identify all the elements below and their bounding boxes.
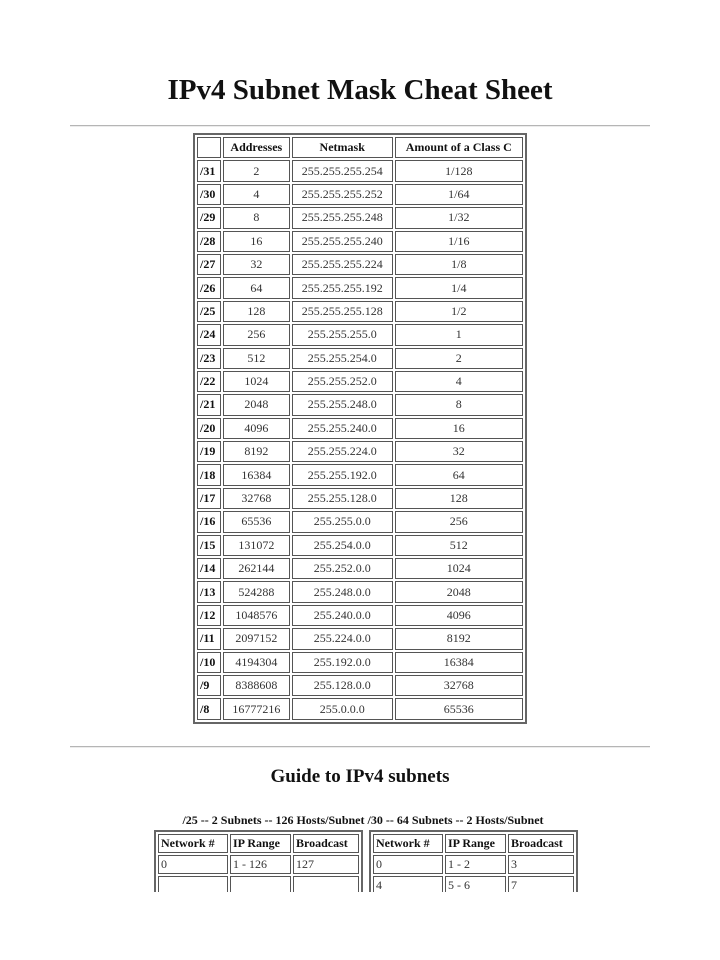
prefix-cell: /21	[197, 394, 221, 415]
addresses-cell: 262144	[223, 558, 290, 579]
addresses-cell: 2048	[223, 394, 290, 415]
class-c-fraction-cell: 32768	[395, 675, 523, 696]
prefix-cell: /30	[197, 184, 221, 205]
prefix-cell: /9	[197, 675, 221, 696]
prefix-cell: /18	[197, 464, 221, 485]
class-c-fraction-cell: 1/8	[395, 254, 523, 275]
table-row	[197, 511, 523, 532]
broadcast-cell: 3	[508, 855, 574, 874]
netmask-cell: 255.255.255.224	[292, 254, 393, 275]
class-c-fraction-cell: 4096	[395, 605, 523, 626]
netmask-cell: 255.255.255.254	[292, 160, 393, 181]
addresses-cell: 16384	[223, 464, 290, 485]
table-row	[197, 348, 523, 369]
right-guide-caption: /30 -- 64 Subnets -- 2 Hosts/Subnet	[367, 813, 544, 827]
table-row	[197, 418, 523, 439]
class-c-fraction-cell: 1/2	[395, 301, 523, 322]
table-row	[197, 231, 523, 252]
table-row	[197, 605, 523, 626]
prefix-cell: /8	[197, 698, 221, 719]
class-c-fraction-cell: 1024	[395, 558, 523, 579]
addresses-cell: 256	[223, 324, 290, 345]
class-c-fraction-cell: 1/32	[395, 207, 523, 228]
table-row	[197, 301, 523, 322]
class-c-fraction-cell: 256	[395, 511, 523, 532]
netmask-cell: 255.255.255.248	[292, 207, 393, 228]
addresses-cell: 2	[223, 160, 290, 181]
netmask-cell: 255.0.0.0	[292, 698, 393, 719]
left-guide-caption: /25 -- 2 Subnets -- 126 Hosts/Subnet	[182, 813, 365, 827]
middle-divider	[70, 746, 650, 748]
class-c-fraction-cell: 1/16	[395, 231, 523, 252]
header-ip-range: IP Range	[230, 834, 291, 853]
addresses-cell: 4	[223, 184, 290, 205]
class-c-fraction-cell: 2	[395, 348, 523, 369]
prefix-cell: /16	[197, 511, 221, 532]
header-netmask: Netmask	[292, 137, 393, 158]
header-addresses: Addresses	[223, 137, 290, 158]
subnet-guide-table-30	[369, 830, 578, 899]
netmask-cell: 255.128.0.0	[292, 675, 393, 696]
class-c-fraction-cell: 16	[395, 418, 523, 439]
network-cell: 0	[158, 855, 228, 874]
addresses-cell: 1024	[223, 371, 290, 392]
addresses-cell: 16777216	[223, 698, 290, 719]
table-row	[197, 160, 523, 181]
class-c-fraction-cell: 512	[395, 535, 523, 556]
addresses-cell: 4096	[223, 418, 290, 439]
prefix-cell: /19	[197, 441, 221, 462]
class-c-fraction-cell: 64	[395, 464, 523, 485]
prefix-cell: /11	[197, 628, 221, 649]
netmask-cell: 255.255.255.192	[292, 277, 393, 298]
prefix-cell: /28	[197, 231, 221, 252]
table-header-row	[158, 834, 359, 853]
prefix-cell: /27	[197, 254, 221, 275]
prefix-cell: /17	[197, 488, 221, 509]
prefix-cell: /26	[197, 277, 221, 298]
class-c-fraction-cell: 4	[395, 371, 523, 392]
addresses-cell: 32768	[223, 488, 290, 509]
broadcast-cell: 7	[508, 876, 574, 895]
addresses-cell: 8192	[223, 441, 290, 462]
netmask-cell: 255.248.0.0	[292, 581, 393, 602]
prefix-cell: /29	[197, 207, 221, 228]
netmask-cell: 255.255.252.0	[292, 371, 393, 392]
table-row	[197, 698, 523, 719]
table-row	[197, 184, 523, 205]
class-c-fraction-cell: 16384	[395, 652, 523, 673]
class-c-fraction-cell: 65536	[395, 698, 523, 719]
netmask-cell: 255.255.0.0	[292, 511, 393, 532]
broadcast-cell: 127	[293, 855, 359, 874]
addresses-cell: 16	[223, 231, 290, 252]
prefix-cell: /25	[197, 301, 221, 322]
netmask-cell: 255.254.0.0	[292, 535, 393, 556]
class-c-fraction-cell: 128	[395, 488, 523, 509]
netmask-cell: 255.255.255.252	[292, 184, 393, 205]
prefix-cell: /22	[197, 371, 221, 392]
class-c-fraction-cell: 1/4	[395, 277, 523, 298]
class-c-fraction-cell: 8	[395, 394, 523, 415]
addresses-cell: 64	[223, 277, 290, 298]
ip-range-cell: 1 - 2	[445, 855, 506, 874]
header-network: Network #	[373, 834, 443, 853]
table-row	[197, 675, 523, 696]
subnet-mask-table-body	[197, 160, 523, 719]
netmask-cell: 255.255.128.0	[292, 488, 393, 509]
table-row	[197, 371, 523, 392]
table-row	[197, 254, 523, 275]
table-row	[197, 558, 523, 579]
table-row	[197, 535, 523, 556]
prefix-cell: /24	[197, 324, 221, 345]
addresses-cell: 131072	[223, 535, 290, 556]
netmask-cell: 255.240.0.0	[292, 605, 393, 626]
addresses-cell: 512	[223, 348, 290, 369]
addresses-cell: 128	[223, 301, 290, 322]
table-row	[373, 855, 574, 874]
addresses-cell: 8	[223, 207, 290, 228]
table-row	[158, 855, 359, 874]
table-row	[197, 628, 523, 649]
netmask-cell: 255.255.224.0	[292, 441, 393, 462]
subnet-guide-table-25	[154, 830, 363, 899]
guide-title: Guide to IPv4 subnets	[270, 766, 450, 787]
guide-captions	[148, 813, 578, 828]
prefix-cell: /14	[197, 558, 221, 579]
addresses-cell: 524288	[223, 581, 290, 602]
netmask-cell: 255.255.254.0	[292, 348, 393, 369]
table-row	[197, 652, 523, 673]
prefix-cell: /12	[197, 605, 221, 626]
table-header-row	[373, 834, 574, 853]
class-c-fraction-cell: 2048	[395, 581, 523, 602]
addresses-cell: 8388608	[223, 675, 290, 696]
ip-range-cell: 5 - 6	[445, 876, 506, 895]
header-network: Network #	[158, 834, 228, 853]
page-bottom-whitespace	[0, 892, 720, 960]
network-cell: 0	[373, 855, 443, 874]
netmask-cell: 255.255.255.0	[292, 324, 393, 345]
netmask-cell: 255.255.240.0	[292, 418, 393, 439]
prefix-cell: /20	[197, 418, 221, 439]
header-broadcast: Broadcast	[508, 834, 574, 853]
top-divider	[70, 125, 650, 127]
header-prefix	[197, 137, 221, 158]
netmask-cell: 255.255.248.0	[292, 394, 393, 415]
netmask-cell: 255.192.0.0	[292, 652, 393, 673]
header-broadcast: Broadcast	[293, 834, 359, 853]
netmask-cell: 255.252.0.0	[292, 558, 393, 579]
page-title: IPv4 Subnet Mask Cheat Sheet	[167, 74, 553, 106]
table-row	[197, 324, 523, 345]
netmask-cell: 255.224.0.0	[292, 628, 393, 649]
addresses-cell: 2097152	[223, 628, 290, 649]
header-ip-range: IP Range	[445, 834, 506, 853]
prefix-cell: /23	[197, 348, 221, 369]
prefix-cell: /10	[197, 652, 221, 673]
addresses-cell: 65536	[223, 511, 290, 532]
header-class-c: Amount of a Class C	[395, 137, 523, 158]
class-c-fraction-cell: 1/64	[395, 184, 523, 205]
table-row	[197, 464, 523, 485]
table-row	[197, 441, 523, 462]
class-c-fraction-cell: 1	[395, 324, 523, 345]
ip-range-cell: 1 - 126	[230, 855, 291, 874]
prefix-cell: /13	[197, 581, 221, 602]
addresses-cell: 32	[223, 254, 290, 275]
prefix-cell: /15	[197, 535, 221, 556]
netmask-cell: 255.255.192.0	[292, 464, 393, 485]
table-row	[197, 581, 523, 602]
class-c-fraction-cell: 1/128	[395, 160, 523, 181]
network-cell: 4	[373, 876, 443, 895]
table-row	[197, 277, 523, 298]
class-c-fraction-cell: 32	[395, 441, 523, 462]
netmask-cell: 255.255.255.128	[292, 301, 393, 322]
prefix-cell: /31	[197, 160, 221, 181]
table-row	[197, 207, 523, 228]
addresses-cell: 4194304	[223, 652, 290, 673]
class-c-fraction-cell: 8192	[395, 628, 523, 649]
table-row	[197, 488, 523, 509]
subnet-mask-table	[193, 133, 527, 724]
table-row	[197, 394, 523, 415]
table-header-row	[197, 137, 523, 158]
netmask-cell: 255.255.255.240	[292, 231, 393, 252]
addresses-cell: 1048576	[223, 605, 290, 626]
